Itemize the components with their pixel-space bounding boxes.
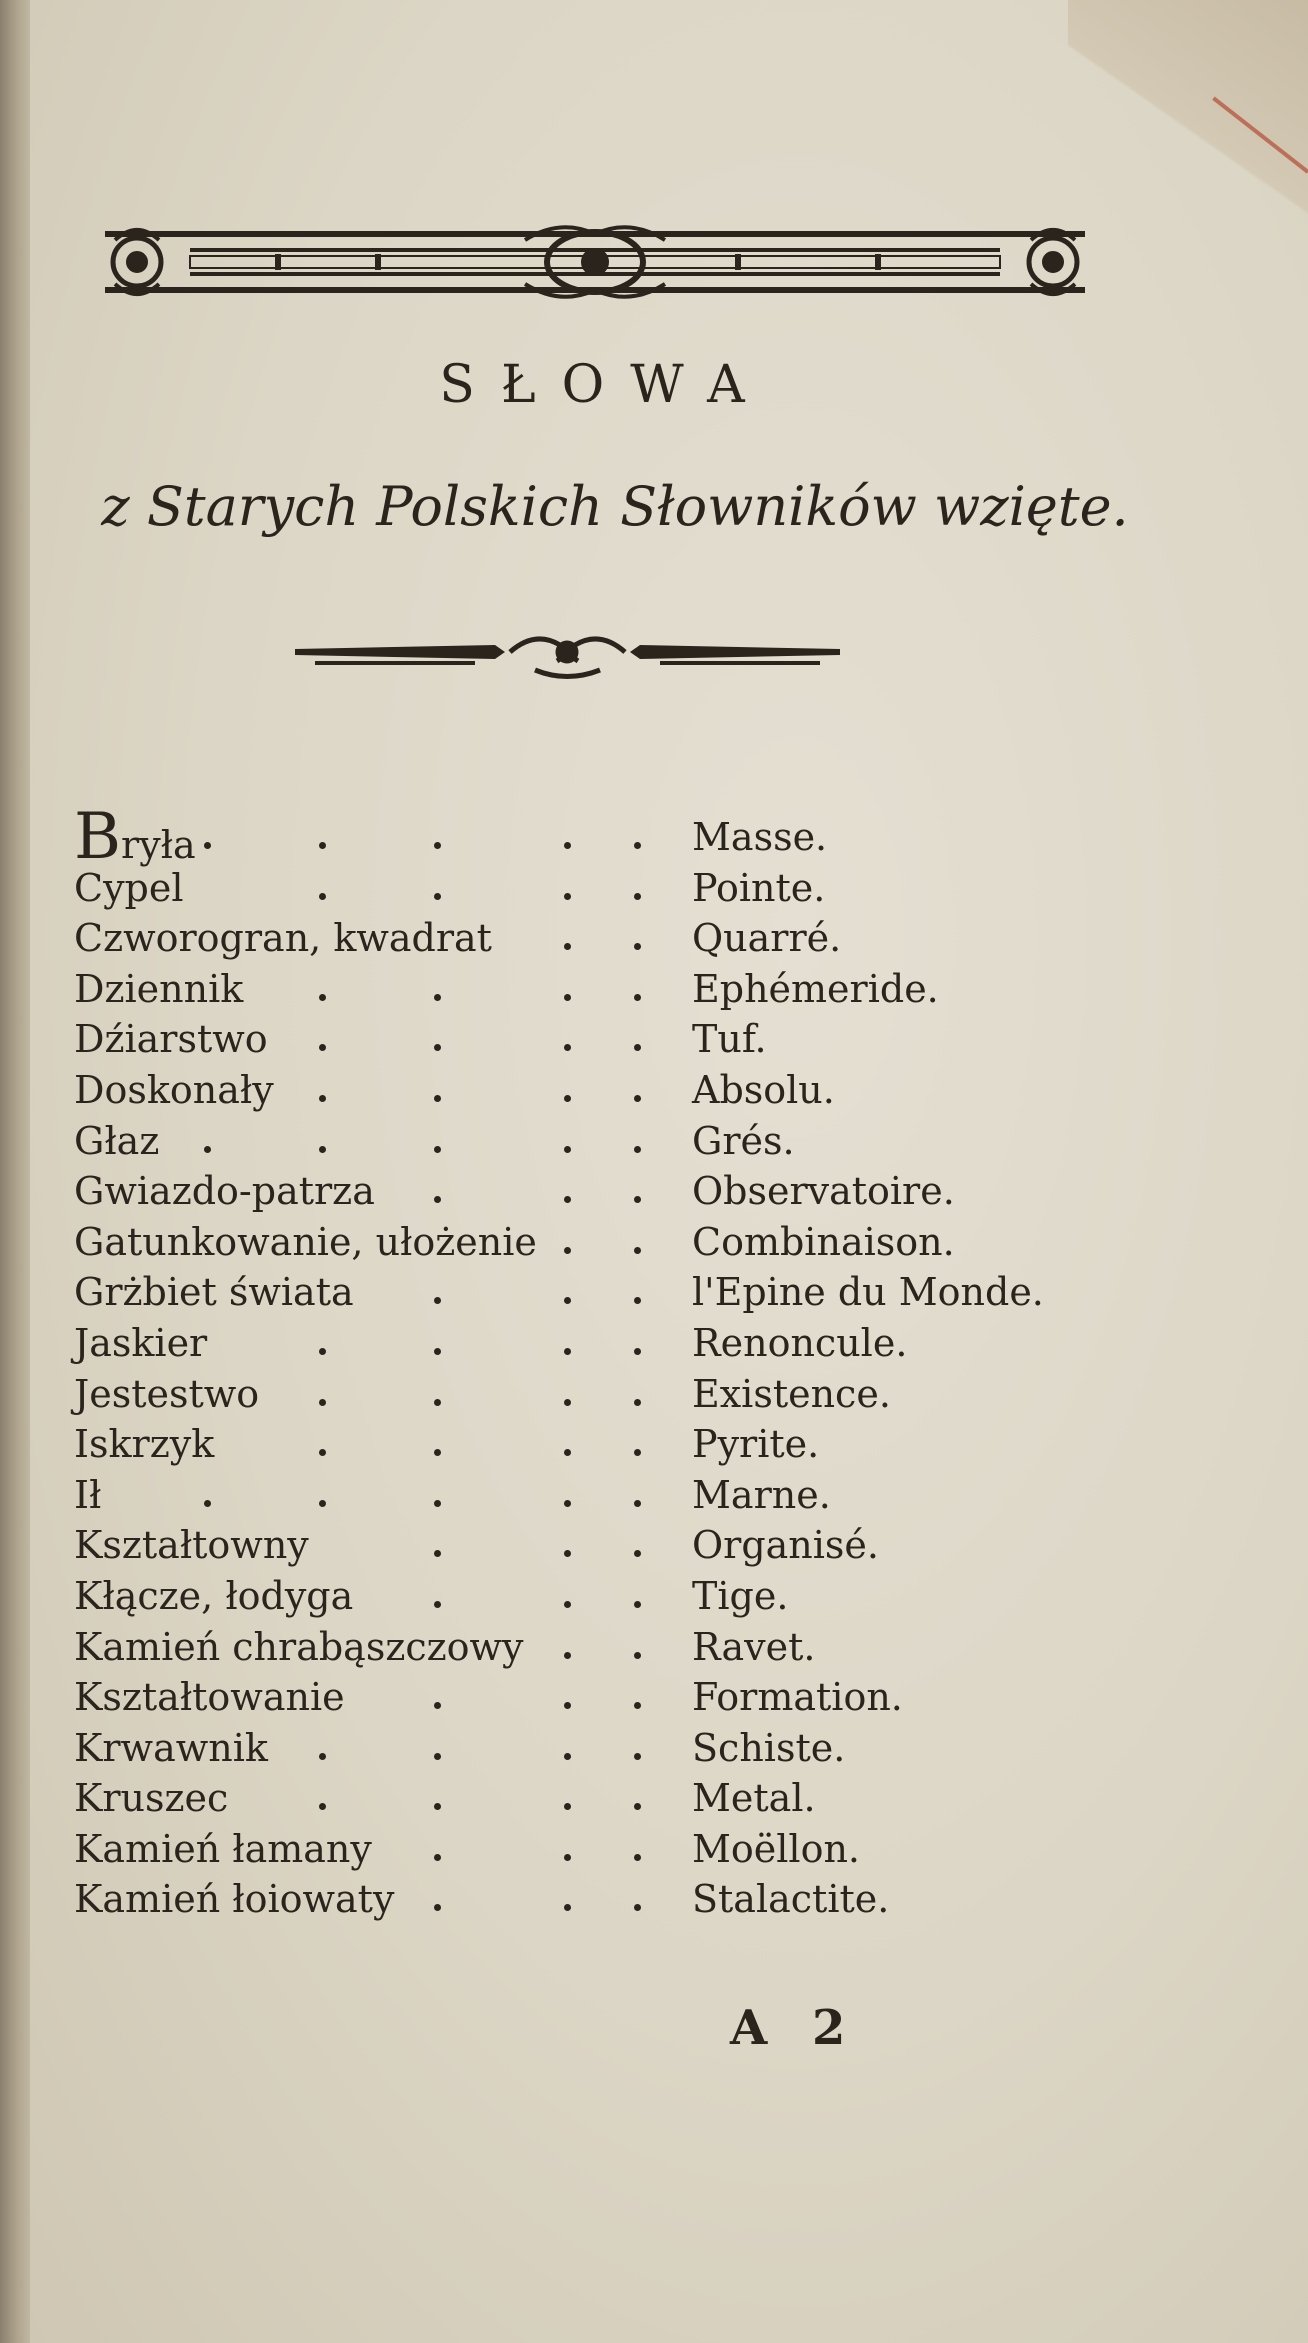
leader-dot [564, 1500, 571, 1507]
decorated-initial: B [74, 800, 122, 874]
signature-mark: A 2 [730, 2000, 860, 2056]
leader-dot [434, 1702, 441, 1709]
polish-word: Jaskier [74, 1320, 208, 1365]
leader-dot [564, 994, 571, 1001]
list-item [74, 1874, 1124, 1925]
leader-dot [319, 994, 326, 1001]
leader-dot [319, 893, 326, 900]
leader-dot [564, 1146, 571, 1153]
leader-dot [634, 1095, 641, 1102]
leader-dot [564, 1044, 571, 1051]
leader-dot [434, 1297, 441, 1304]
leader-dot [564, 1297, 571, 1304]
list-item [74, 913, 1124, 964]
leader-dot [434, 1044, 441, 1051]
leader-dots [74, 863, 654, 913]
leader-dots [74, 1874, 654, 1924]
leader-dots [74, 1520, 654, 1570]
leader-dot [434, 1854, 441, 1861]
french-word: Metal. [692, 1776, 816, 1821]
polish-word: Kamień łamany [74, 1826, 372, 1871]
french-word: Quarré. [692, 916, 842, 961]
list-item [74, 1217, 1124, 1268]
polish-word: Ił [74, 1472, 102, 1517]
french-word: Stalactite. [692, 1877, 890, 1922]
leader-dot [634, 1500, 641, 1507]
leader-dots [74, 1014, 654, 1064]
leader-dot [634, 994, 641, 1001]
polish-word: Gwiazdo-patrza [74, 1169, 375, 1214]
leader-dot [634, 1550, 641, 1557]
leader-dots [74, 1166, 654, 1216]
leader-dot [634, 1196, 641, 1203]
leader-dot [564, 1702, 571, 1709]
leader-dot [564, 1803, 571, 1810]
leader-dot [564, 1753, 571, 1760]
list-item [74, 863, 1124, 914]
leader-dot [564, 1196, 571, 1203]
leader-dot [634, 1146, 641, 1153]
leader-dot [564, 1399, 571, 1406]
leader-dot [634, 1854, 641, 1861]
list-item [74, 1166, 1124, 1217]
leader-dot [634, 1702, 641, 1709]
list-item [74, 1369, 1124, 1420]
leader-dot [634, 1601, 641, 1608]
list-item [74, 800, 1124, 874]
list-item [74, 1318, 1124, 1369]
leader-dot [634, 842, 641, 849]
leader-dot [564, 1550, 571, 1557]
polish-word: Grżbiet świata [74, 1270, 354, 1315]
leader-dot [634, 1044, 641, 1051]
french-word: Pyrite. [692, 1422, 820, 1467]
polish-word: Głaz [74, 1118, 160, 1163]
french-word: Renoncule. [692, 1320, 908, 1365]
leader-dot [434, 1904, 441, 1911]
vocabulary-list [74, 800, 1124, 1925]
list-item [74, 1622, 1124, 1673]
leader-dot [434, 1550, 441, 1557]
leader-dot [434, 1601, 441, 1608]
french-word: Tuf. [692, 1017, 767, 1062]
leader-dot [434, 1399, 441, 1406]
headpiece-ornament [95, 220, 1095, 305]
list-item [74, 1470, 1124, 1521]
leader-dot [634, 1348, 641, 1355]
folded-corner [1068, 0, 1308, 300]
leader-dots [74, 1622, 654, 1672]
french-word: l'Epine du Monde. [692, 1270, 1044, 1315]
leader-dot [319, 1146, 326, 1153]
list-item [74, 964, 1124, 1015]
polish-word-rest: ryła [121, 823, 196, 867]
french-word: Tige. [692, 1573, 789, 1618]
list-item [74, 1014, 1124, 1065]
list-item [74, 1571, 1124, 1622]
leader-dots [74, 1217, 654, 1267]
polish-word: Iskrzyk [74, 1422, 215, 1467]
french-word: Existence. [692, 1371, 891, 1416]
leader-dot [434, 1500, 441, 1507]
leader-dots [74, 1267, 654, 1317]
polish-word: Kłącze, łodyga [74, 1573, 354, 1618]
french-word: Organisé. [692, 1523, 879, 1568]
leader-dot [634, 1247, 641, 1254]
polish-word: Dziennik [74, 966, 244, 1011]
polish-word: Kamień łoiowaty [74, 1877, 395, 1922]
list-item [74, 1672, 1124, 1723]
leader-dot [564, 943, 571, 950]
leader-dot [634, 1399, 641, 1406]
polish-word: Doskonały [74, 1067, 274, 1112]
polish-word: Kształtowanie [74, 1675, 345, 1720]
leader-dot [434, 1146, 441, 1153]
leader-dot [319, 1348, 326, 1355]
leader-dot [634, 1753, 641, 1760]
leader-dots [74, 1116, 654, 1166]
leader-dots [74, 1419, 654, 1469]
polish-word: Kruszec [74, 1776, 229, 1821]
list-item [74, 1723, 1124, 1774]
leader-dot [564, 1601, 571, 1608]
french-word: Observatoire. [692, 1169, 955, 1214]
leader-dot [204, 842, 211, 849]
leader-dots [74, 812, 654, 862]
leader-dot [434, 994, 441, 1001]
leader-dots [74, 1723, 654, 1773]
polish-word: Dźiarstwo [74, 1017, 268, 1062]
book-page [30, 0, 1308, 2343]
polish-word: Kamień chrabąszczowy [74, 1624, 524, 1669]
list-item [74, 1824, 1124, 1875]
leader-dot [319, 1399, 326, 1406]
french-word: Schiste. [692, 1725, 846, 1770]
polish-word: Krwawnik [74, 1725, 268, 1770]
french-word: Marne. [692, 1472, 831, 1517]
leader-dot [634, 1449, 641, 1456]
leader-dot [564, 842, 571, 849]
french-word: Masse. [692, 815, 828, 859]
leader-dot [564, 1904, 571, 1911]
french-word: Ephémeride. [692, 966, 939, 1011]
list-item [74, 1773, 1124, 1824]
leader-dot [319, 842, 326, 849]
leader-dot [564, 1247, 571, 1254]
leader-dot [319, 1500, 326, 1507]
leader-dots [74, 913, 654, 963]
leader-dot [634, 1904, 641, 1911]
leader-dot [434, 1095, 441, 1102]
leader-dot [634, 943, 641, 950]
leader-dot [434, 842, 441, 849]
leader-dots [74, 1672, 654, 1722]
leader-dot [564, 1348, 571, 1355]
leader-dot [634, 1297, 641, 1304]
leader-dot [564, 1854, 571, 1861]
french-word: Pointe. [692, 865, 826, 910]
leader-dot [564, 1652, 571, 1659]
list-item [74, 1419, 1124, 1470]
leader-dot [634, 1652, 641, 1659]
leader-dot [434, 1449, 441, 1456]
leader-dot [434, 1753, 441, 1760]
leader-dot [319, 1753, 326, 1760]
leader-dot [319, 1449, 326, 1456]
french-word: Grés. [692, 1118, 795, 1163]
divider-ornament [295, 625, 840, 680]
polish-word: Jestestwo [74, 1371, 260, 1416]
leader-dot [319, 1095, 326, 1102]
leader-dot [634, 1803, 641, 1810]
leader-dots [74, 964, 654, 1014]
list-item [74, 1116, 1124, 1167]
leader-dot [319, 1044, 326, 1051]
french-word: Moëllon. [692, 1826, 861, 1871]
leader-dots [74, 1369, 654, 1419]
leader-dot [564, 1095, 571, 1102]
french-word: Absolu. [692, 1067, 835, 1112]
leader-dot [434, 893, 441, 900]
leader-dots [74, 1824, 654, 1874]
polish-word: Kształtowny [74, 1523, 309, 1568]
leader-dot [634, 893, 641, 900]
leader-dots [74, 1470, 654, 1520]
leader-dot [434, 1348, 441, 1355]
leader-dot [204, 1146, 211, 1153]
list-item [74, 1520, 1124, 1571]
polish-word: Czworogran, kwadrat [74, 916, 492, 961]
leader-dots [74, 1773, 654, 1823]
list-item [74, 1267, 1124, 1318]
leader-dot [564, 1449, 571, 1456]
polish-word: Gatunkowanie, ułożenie [74, 1219, 537, 1264]
french-word: Ravet. [692, 1624, 816, 1669]
french-word: Formation. [692, 1675, 903, 1720]
leader-dots [74, 1571, 654, 1621]
leader-dot [319, 1803, 326, 1810]
page-title: SŁOWA [439, 355, 771, 415]
leader-dot [204, 1500, 211, 1507]
page-subtitle: z Starych Polskich Słowników wzięte. [101, 475, 1129, 538]
french-word: Combinaison. [692, 1219, 955, 1264]
polish-word: Cypel [74, 865, 184, 910]
leader-dot [564, 893, 571, 900]
leader-dots [74, 1065, 654, 1115]
leader-dot [434, 1196, 441, 1203]
leader-dot [434, 1803, 441, 1810]
list-item [74, 1065, 1124, 1116]
leader-dots [74, 1318, 654, 1368]
